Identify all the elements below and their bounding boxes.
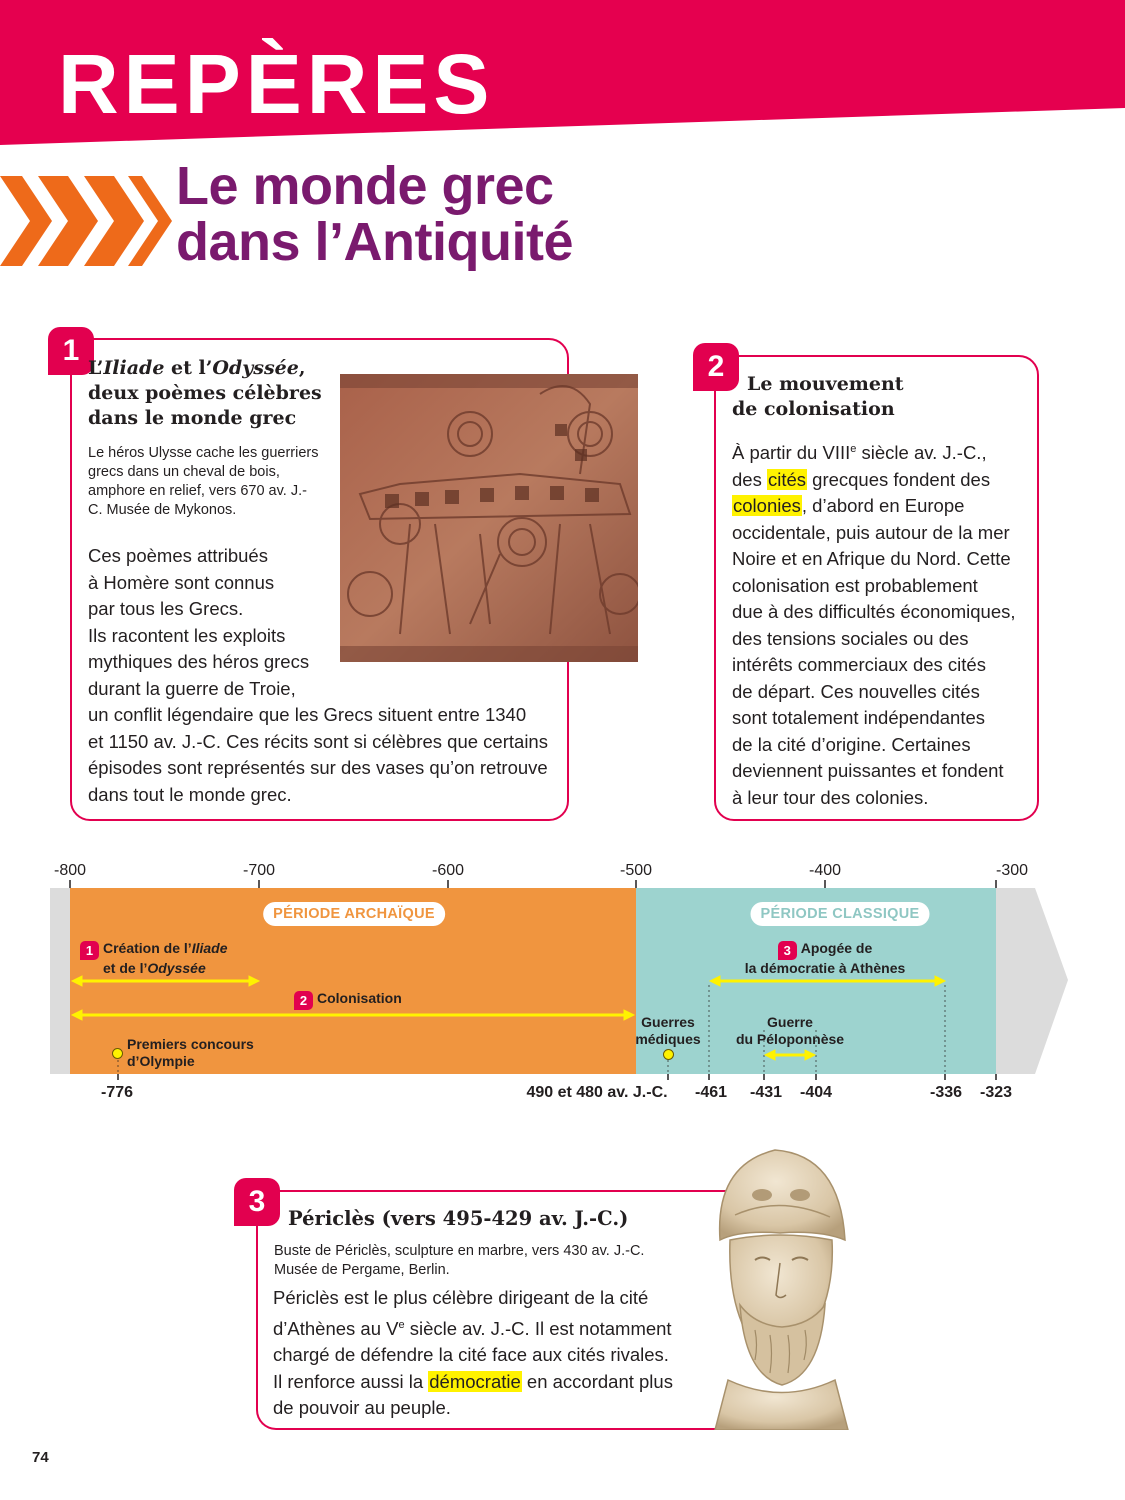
- timeline-dot-guerres-mediques: [663, 1049, 674, 1060]
- document-1-caption: Le héros Ulysse cache les guerriers grecs dans un cheval de bois, amphore en relief, vers 670 av. J.-C. Musée de Mykonos.: [88, 445, 319, 518]
- timeline-dot-olympie: [112, 1048, 123, 1059]
- document-3-caption: Buste de Périclès, sculpture en marbre, vers 430 av. J.-C. Musée de Pergame, Berlin.: [274, 1243, 645, 1278]
- timeline-event-badge: 2: [294, 991, 313, 1010]
- timeline-tick-label: -800: [53, 862, 87, 879]
- timeline-tick-label: -700: [242, 862, 276, 879]
- document-number-badge: 3: [234, 1178, 280, 1226]
- timeline-date: -323: [979, 1084, 1013, 1101]
- document-3-title: Périclès (vers 495-429 av. J.-C.): [288, 1207, 629, 1230]
- chevrons-decoration: [0, 172, 172, 270]
- document-number-badge: 1: [48, 327, 94, 375]
- glossary-term-cites[interactable]: cités: [767, 468, 807, 490]
- timeline-event-badge: 3: [778, 941, 797, 960]
- document-1-text: Ces poèmes attribués à Homère sont connus par tous les Grecs. Ils racontent les exploits mythiques des héros grecs durant la guerre de Troie, un conflit légendaire que les Grecs situent entre 1340 et 1150 av. J.-C. Ces récits sont si célèbres que certains épisodes sont représentés sur des vases qu’on retrouve dans tout le monde grec.: [88, 545, 548, 805]
- timeline-date: -431: [749, 1084, 783, 1101]
- timeline-event-colonisation: 2 Colonisation: [294, 990, 402, 1010]
- document-number-badge: 2: [693, 343, 739, 391]
- page-title-line2: dans l’Antiquité: [176, 212, 573, 272]
- timeline-tick-label: -400: [808, 862, 842, 879]
- section-label: REPÈRES: [58, 37, 495, 131]
- timeline-tick-label: -500: [619, 862, 653, 879]
- glossary-term-democratie[interactable]: démocratie: [429, 1370, 521, 1392]
- period-classic-label: PÉRIODE CLASSIQUE: [751, 902, 930, 926]
- period-archaic-label: PÉRIODE ARCHAÏQUE: [263, 902, 445, 926]
- timeline-event-olympie: Premiers concours d’Olympie: [127, 1036, 254, 1069]
- timeline-event-badge: 1: [80, 941, 99, 960]
- timeline-event-guerres-mediques: Guerres médiques: [635, 1014, 701, 1047]
- glossary-term-colonies[interactable]: colonies: [733, 495, 801, 517]
- timeline-date: 490 et 480 av. J.-C.: [526, 1084, 668, 1101]
- timeline-date: -404: [799, 1084, 833, 1101]
- page-number: 74: [32, 1449, 49, 1466]
- timeline-date: -336: [929, 1084, 963, 1101]
- page-title: [176, 158, 573, 270]
- timeline-date: -461: [694, 1084, 728, 1101]
- document-1-title: L’Iliade et l’Odyssée, deux poèmes célèbres dans le monde grec: [88, 357, 322, 429]
- timeline-event-peloponnese: Guerre du Péloponnèse: [735, 1014, 845, 1047]
- timeline-tick-label: -600: [431, 862, 465, 879]
- timeline-event-democratie: 3 Apogée de la démocratie à Athènes: [744, 940, 906, 976]
- page-title-line1: Le monde grec: [176, 156, 554, 216]
- document-2-title: Le mouvement de colonisation: [732, 373, 904, 420]
- document-2-text: À partir du VIIIe siècle av. J.-C., des cités grecques fondent des colonies, d’abord en Europe occidentale, puis autour de la mer Noire et en Afrique du Nord. Cette colonisation est probablement due à des difficultés économiques, des tensions sociales ou des intérêts commerciaux des cités de départ. Ces nouvelles cités sont totalement indépendantes de la cité d’origine. Certaines deviennent puissantes et fondent à leur tour des colonies.: [732, 442, 1016, 808]
- pericles-bust-image: [700, 1145, 860, 1430]
- timeline-date: -776: [100, 1084, 134, 1101]
- timeline-tick-label: -300: [995, 862, 1029, 879]
- timeline-event-iliade-odyssee: 1 Création de l’Iliade et de l’Odyssée: [80, 940, 227, 977]
- document-3-text: Périclès est le plus célèbre dirigeant de la cité d’Athènes au Ve siècle av. J.-C. Il est notamment chargé de défendre la cité face aux cités rivales. Il renforce aussi la démocratie en accordant plus de pouvoir au peuple.: [273, 1287, 673, 1419]
